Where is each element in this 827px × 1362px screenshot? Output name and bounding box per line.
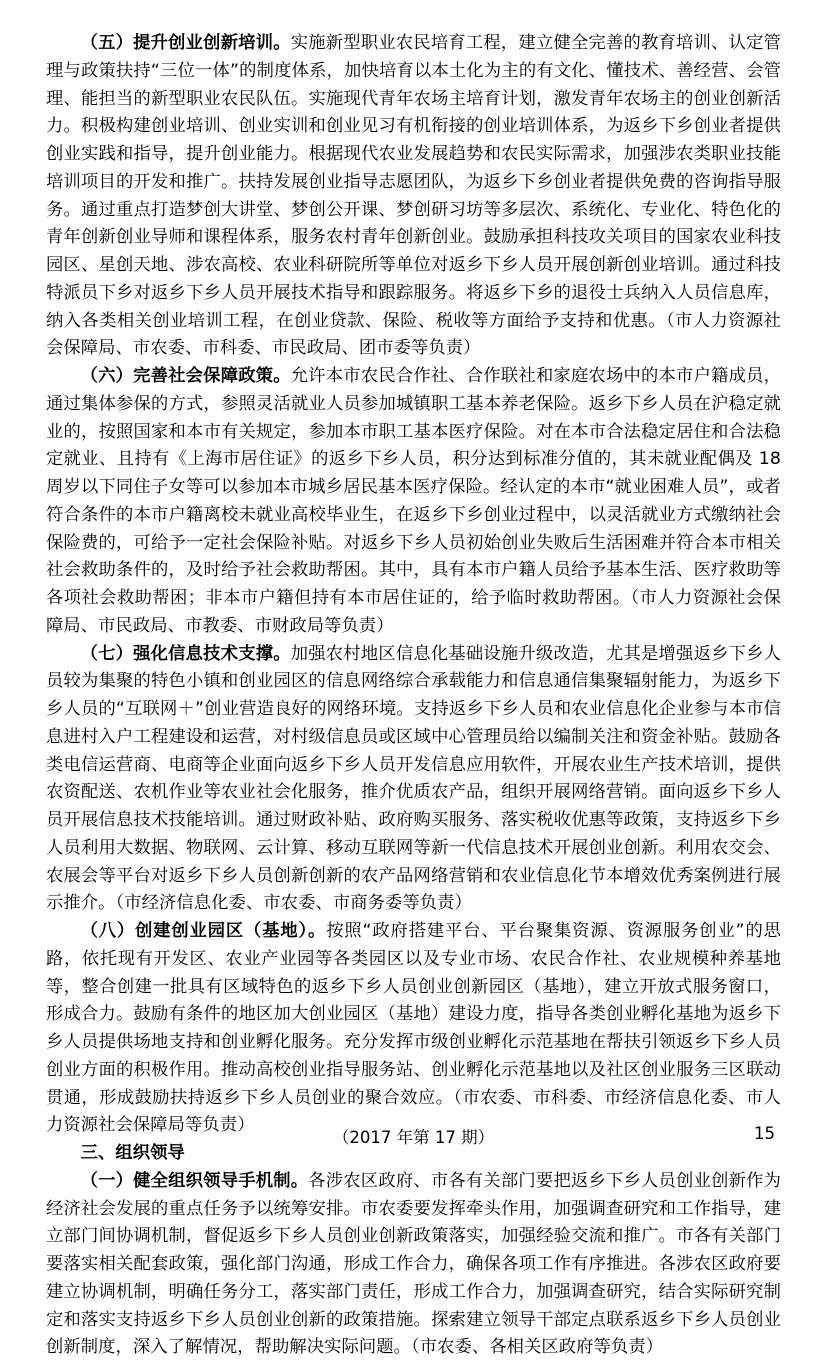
- paragraph-five-text: 实施新型职业农民培育工程，建立健全完善的教育培训、认定管理与政策扶持“三位一体”的制度体系，加快培育以本土化为主的有文化、懂技术、善经营、会管理、能担当的新型职业农民队伍。实施现代青年农场主培育计划，激发青年农场主的创业创新活力。积极构建创业培训、创业实训和创业见习有机衔接的创业培训体系，为返乡下乡创业者提供创业实践和指导，提升创业能力。根据现代农业发展趋势和农民实际需求，加强涉农类职业技能培训项目的开发和推广。扶持发展创业指导志愿团队，为返乡下乡创业者提供免费的咨询指导服务。通过重点打造梦创大讲堂、梦创公开课、梦创研习坊等多层次、系统化、专业化、特色化的青年创新创业导师和课程体系，服务农村青年创新创业。鼓励承担科技攻关项目的国家农业科技园区、星创天地、涉农高校、农业科研院所等单位对返乡下乡人员开展创新创业培训。通过科技特派员下乡对返乡下乡人员开展技术指导和跟踪服务。将返乡下乡的退役士兵纳入人员信息库，纳入各类相关创业培训工程，在创业贷款、保险、税收等方面给予支持和优惠。（市人力资源社会保障局、市农委、市科委、市民政局、团市委等负责）: [46, 33, 782, 359]
- paragraph-six-lead: （六）完善社会保障政策。: [80, 366, 291, 386]
- section-heading-three-label: 三、组织领导: [80, 1143, 185, 1163]
- paragraph-eight-lead: （八）创建创业园区（基地）。: [80, 921, 327, 941]
- paragraph-six-text: 允许本市农民合作社、合作联社和家庭农场中的本市户籍成员，通过集体参保的方式，参照灵活就业人员参加城镇职工基本养老保险。返乡下乡人员在沪稳定就业的，按照国家和本市有关规定，参加本市职工基本医疗保险。对在本市合法稳定居住和合法稳定就业、且持有《上海市居住证》的返乡下乡人员，积分达到标准分值的，其未就业配偶及 18 周岁以下同住子女等可以参加本市城乡居民基本医疗保险。经认定的本市“就业困难人员”，或者符合条件的本市户籍离校未就业高校毕业生，在返乡下乡创业过程中，以灵活就业方式缴纳社会保险费的，可给予一定社会保险补贴。对返乡下乡人员初始创业失败后生活困难并符合本市相关社会救助条件的，及时给予社会救助帮困。其中，具有本市户籍人员给予基本生活、医疗救助等各项社会救助帮困；非本市户籍但持有本市居住证的，给予临时救助帮困。（市人力资源社会保障局、市民政局、市教委、市财政局等负责）: [46, 366, 782, 636]
- footer-issue: （2017 年第 17 期）: [332, 1128, 495, 1147]
- paragraph-seven: [46, 641, 781, 919]
- paragraph-five-lead: （五）提升创业创新培训。: [80, 33, 291, 53]
- paragraph-seven-lead: （七）强化信息技术支撑。: [80, 643, 291, 664]
- paragraph-nine-text: 各涉农区政府、市各有关部门要把返乡下乡人员创业创新作为经济社会发展的重点任务予以统筹安排。市农委要发挥牵头作用，加强调查研究和工作指导，建立部门间协调机制，督促返乡下乡人员创业创新政策落实，加强经验交流和推广。市各有关部门要落实相关配套政策，强化部门沟通，形成工作合力，确保各项工作有序推进。各涉农区政府要建立协调机制，明确任务分工，落实部门责任，形成工作合力，加强调查研究，结合实际研究制定和落实支持返乡下乡人员创业创新的政策措施。探索建立领导干部定点联系返乡下乡人员创业创新制度，深入了解情况，帮助解决实际问题。（市农委、各相关区政府等负责）: [46, 1170, 781, 1358]
- footer-page-number: 15: [754, 1124, 775, 1143]
- paragraph-five: [46, 30, 781, 363]
- paragraph-nine-lead: （一）健全组织领导手机制。: [80, 1170, 309, 1191]
- paragraph-six: [46, 363, 781, 641]
- paragraph-nine: [46, 1168, 781, 1362]
- paragraph-eight: [46, 918, 781, 1140]
- page-footer: [46, 1124, 781, 1150]
- document-body: [46, 30, 781, 1362]
- paragraph-seven-text: 加强农村地区信息化基础设施升级改造，尤其是增强返乡下乡人员较为集聚的特色小镇和创业园区的信息网络综合承载能力和信息通信集聚辐射能力，为返乡下乡人员的“互联网＋”创业营造良好的网络环境。支持返乡下乡人员和农业信息化企业参与本市信息进村入户工程建设和运营，对村级信息员或区域中心管理员给以编制关注和资金补贴。鼓励各类电信运营商、电商等企业面向返乡下乡人员开发信息应用软件，开展农业生产技术培训，提供农资配送、农机作业等农业社会化服务，推介优质农产品，组织开展网络营销。面向返乡下乡人员开展信息技术技能培训。通过财政补贴、政府购买服务、落实税收优惠等政策，支持返乡下乡人员利用大数据、物联网、云计算、移动互联网等新一代信息技术开展创业创新。利用农交会、农展会等平台对返乡下乡人员创新创新的农产品网络营销和农业信息化节本增效优秀案例进行展示推介。（市经济信息化委、市农委、市商务委等负责）: [46, 643, 782, 914]
- paragraph-eight-text: 按照“政府搭建平台、平台聚集资源、资源服务创业”的思路，依托现有开发区、农业产业园等各类园区以及专业市场、农民合作社、农业规模种养基地等，整合创建一批具有区域特色的返乡下乡人员创业创新园区（基地），建立开放式服务窗口，形成合力。鼓励有条件的地区加大创业园区（基地）建设力度，指导各类创业孵化基地为返乡下乡人员提供场地支持和创业孵化服务。充分发挥市级创业孵化示范基地在帮扶引领返乡下乡人员创业方面的积极作用。推动高校创业指导服务站、创业孵化示范基地以及社区创业服务三区联动贯通，形成鼓励扶持返乡下乡人员创业的聚合效应。（市农委、市科委、市经济信息化委、市人力资源社会保障局等负责）: [46, 921, 781, 1136]
